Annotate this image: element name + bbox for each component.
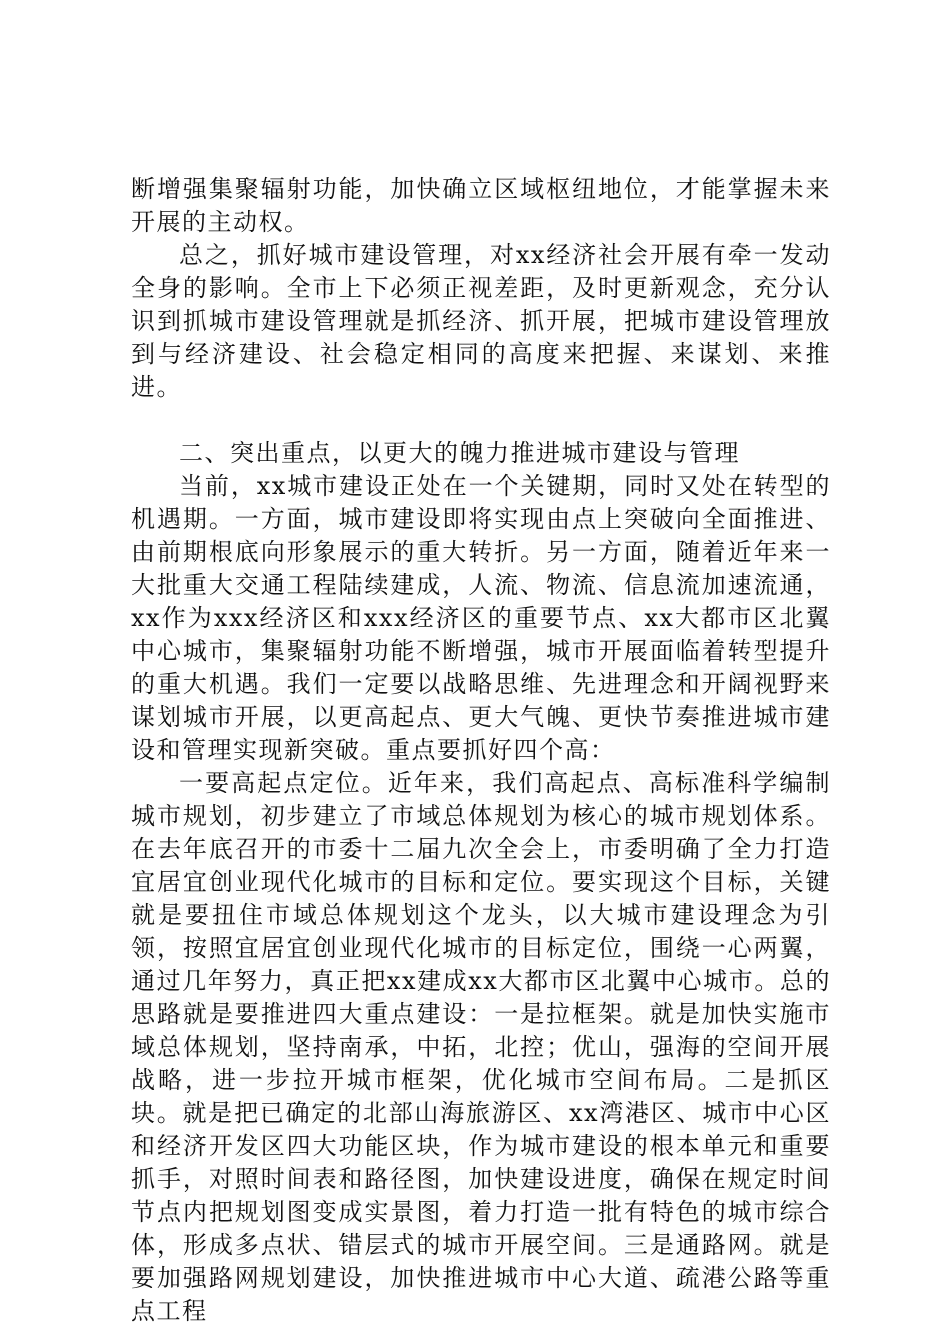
document-body — [131, 173, 831, 1328]
paragraph-current-situation: 当前，xx城市建设正处在一个关键期，同时又处在转型的机遇期。一方面，城市建设即将实现由点上突破向全面推进、由前期根底向形象展示的重大转折。另一方面，随着近年来一大批重大交通工程陆续建成，人流、物流、信息流加速流通，xx作为xxx经济区和xxx经济区的重要节点、xx大都市区北翼中心城市，集聚辐射功能不断增强，城市开展面临着转型提升的重大机遇。我们一定要以战略思维、先进理念和开阔视野来谋划城市开展，以更高起点、更大气魄、更快节奏推进城市建设和管理实现新突破。重点要抓好四个高： — [131, 472, 831, 764]
section-heading: 二、突出重点，以更大的魄力推进城市建设与管理 — [179, 439, 740, 467]
paragraph-high-starting-point: 一要高起点定位。近年来，我们高起点、高标准科学编制城市规划，初步建立了市域总体规划为核心的城市规划体系。在去年底召开的市委十二届九次全会上，市委明确了全力打造宜居宜创业现代化城市的目标和定位。要实现这个目标，关键就是要扭住市域总体规划这个龙头，以大城市建设理念为引领，按照宜居宜创业现代化城市的目标定位，围绕一心两翼，通过几年努力，真正把xx建成xx大都市区北翼中心城市。总的思路就是要推进四大重点建设：一是拉框架。就是加快实施市域总体规划，坚持南承，中拓，北控；优山，强海的空间开展战略，进一步拉开城市框架，优化城市空间布局。二是抓区块。就是把已确定的北部山海旅游区、xx湾港区、城市中心区和经济开发区四大功能区块，作为城市建设的根本单元和重要抓手，对照时间表和路径图，加快建设进度，确保在规定时间节点内把规划图变成实景图，着力打造一批有特色的城市综合体，形成多点状、错层式的城市开展空间。三是通路网。就是要加强路网规划建设，加快推进城市中心大道、疏港公路等重点工程 — [131, 769, 831, 1325]
paragraph-continuation: 断增强集聚辐射功能，加快确立区域枢纽地位，才能掌握未来开展的主动权。 — [131, 175, 831, 236]
paragraph-summary: 总之，抓好城市建设管理，对xx经济社会开展有牵一发动全身的影响。全市上下必须正视差距，及时更新观念，充分认识到抓城市建设管理就是抓经济、抓开展，把城市建设管理放到与经济建设、社会稳定相同的高度来把握、来谋划、来推进。 — [131, 241, 831, 401]
